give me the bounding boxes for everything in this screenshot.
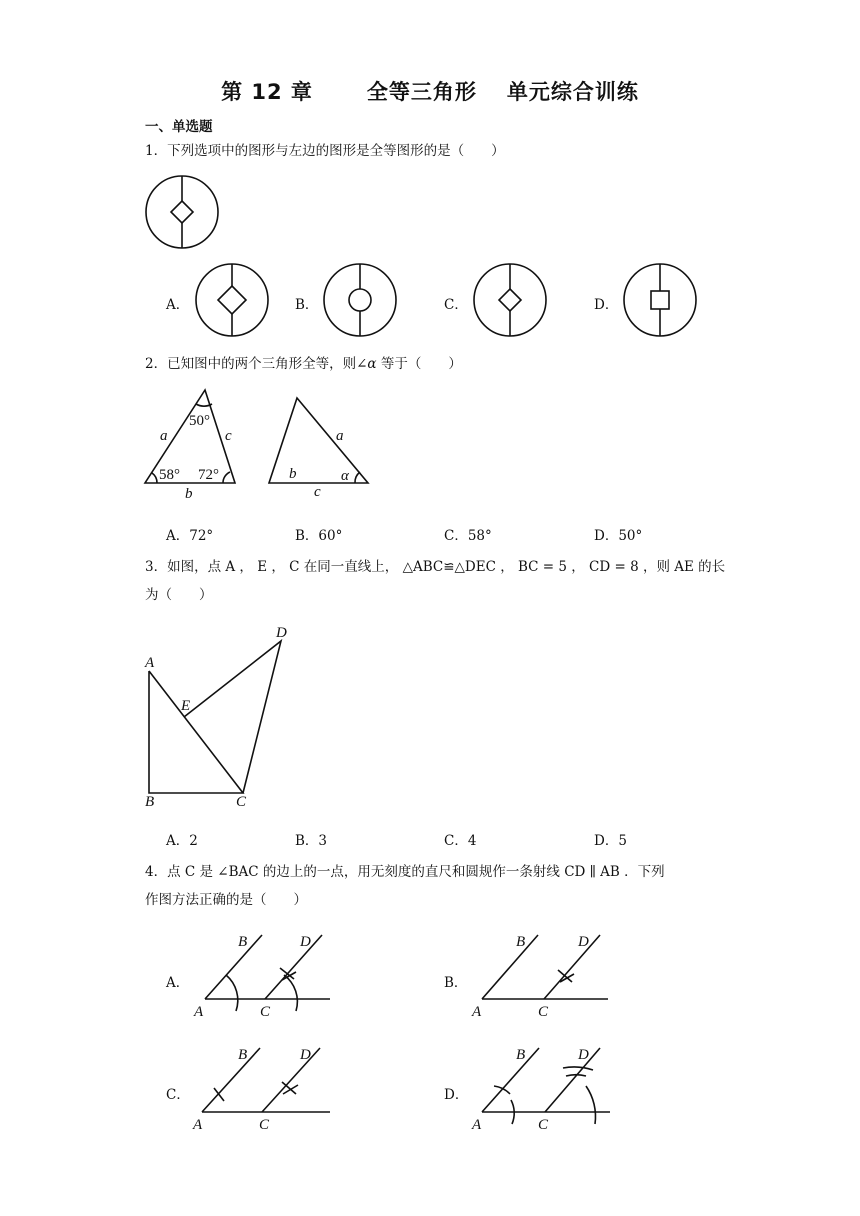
question-number: 2: [145, 356, 154, 372]
section-heading: 一、单选题: [145, 119, 213, 135]
q4c-label-b: B: [238, 1047, 248, 1063]
q3-option-c[interactable]: [444, 829, 476, 849]
q4d-label-a: A: [472, 1117, 482, 1133]
question-text-line1: ．如图，点 A ， E ， C 在同一直线上， △ABC≌△DEC ， BC = 5 ， CD = 8 ，则 AE 的长: [153, 559, 726, 575]
question-number: 4: [145, 864, 154, 880]
option-value: 60°: [318, 528, 343, 544]
option-value: 58°: [467, 528, 492, 544]
q3-label-d: D: [276, 625, 287, 641]
q2-label-c-right: c: [314, 484, 321, 500]
q4d-label-b: B: [516, 1047, 526, 1063]
q3-option-b[interactable]: [295, 829, 327, 849]
q1-reference-figure: [146, 176, 218, 248]
alpha-symbol: α: [367, 356, 377, 372]
option-value: 50°: [618, 528, 643, 544]
q1-option-b-figure[interactable]: [324, 264, 396, 336]
option-label: B．: [295, 528, 319, 544]
option-label: C．: [444, 833, 468, 849]
q1-option-b-label[interactable]: B．: [295, 297, 319, 313]
q4a-label-c: C: [260, 1004, 271, 1020]
q1-option-c-label[interactable]: C．: [444, 297, 468, 313]
q4-option-d-figure[interactable]: [482, 1048, 610, 1124]
q3-label-e: E: [181, 698, 191, 714]
title-topic: 全等三角形: [366, 80, 477, 104]
q2-label-c-left: c: [225, 428, 232, 444]
question-text-before: ．已知图中的两个三角形全等，则∠: [153, 356, 368, 372]
q3-option-a[interactable]: [166, 829, 198, 849]
q2-label-alpha: α: [341, 468, 349, 484]
q4-option-d-label[interactable]: D．: [444, 1087, 469, 1103]
question-text-line2: 为（ ）: [145, 587, 213, 603]
q2-option-b[interactable]: [295, 524, 342, 544]
q4-option-c-label[interactable]: C．: [166, 1087, 190, 1103]
option-value: 72°: [189, 528, 214, 544]
q4a-label-d: D: [300, 934, 311, 950]
q4a-label-a: A: [194, 1004, 204, 1020]
q2-angle-top: 50°: [189, 413, 210, 429]
q3-label-b: B: [145, 794, 155, 810]
option-value: 4: [467, 833, 477, 849]
q1-option-c-figure[interactable]: [474, 264, 546, 336]
option-value: 2: [189, 833, 198, 849]
q4-option-a-figure[interactable]: [205, 935, 330, 1011]
q2-option-c[interactable]: [444, 524, 492, 544]
q4b-label-a: A: [472, 1004, 482, 1020]
option-value: 3: [318, 833, 328, 849]
option-label: C．: [444, 528, 468, 544]
q2-right-triangle: [269, 398, 368, 483]
q3-option-d[interactable]: [594, 829, 627, 849]
q4-option-b-label[interactable]: B．: [444, 975, 468, 991]
question-3-stem: [145, 553, 725, 609]
q4b-label-b: B: [516, 934, 526, 950]
q1-option-d-figure[interactable]: [624, 264, 696, 336]
q2-label-a-left: a: [160, 428, 168, 444]
question-4-stem: [145, 858, 665, 914]
option-label: B．: [295, 833, 319, 849]
option-label: A．: [166, 833, 190, 849]
option-label: D．: [594, 528, 619, 544]
option-value: 5: [618, 833, 627, 849]
q1-option-a-label[interactable]: A．: [166, 297, 190, 313]
question-number: 3: [145, 559, 154, 575]
question-2-stem: [145, 350, 462, 378]
q4-option-a-label[interactable]: A．: [166, 975, 190, 991]
question-text-after: 等于（ ）: [376, 356, 462, 372]
q4a-label-b: B: [238, 934, 248, 950]
question-text-line1: ．点 C 是 ∠BAC 的边上的一点，用无刻度的直尺和圆规作一条射线 CD ∥ AB ．下列: [153, 864, 665, 880]
question-text-line2: 作图方法正确的是（ ）: [145, 892, 307, 908]
q4d-label-d: D: [578, 1047, 589, 1063]
q4c-label-a: A: [193, 1117, 203, 1133]
q2-label-a-right: a: [336, 428, 344, 444]
q2-label-b-right: b: [289, 466, 297, 482]
q4c-label-d: D: [300, 1047, 311, 1063]
q3-figure: [149, 641, 281, 793]
title-unit: 单元综合训练: [506, 80, 639, 104]
q3-label-a: A: [145, 655, 155, 671]
q4d-label-c: C: [538, 1117, 549, 1133]
option-label: A．: [166, 528, 190, 544]
q4-option-b-figure[interactable]: [482, 935, 608, 999]
question-number: 1: [145, 143, 154, 159]
title-chapter: 第 12 章: [221, 80, 313, 104]
q3-label-c: C: [236, 794, 247, 810]
q1-option-a-figure[interactable]: [196, 264, 268, 336]
q2-option-d[interactable]: [594, 524, 642, 544]
q1-option-d-label[interactable]: D．: [594, 297, 619, 313]
q2-option-a[interactable]: [166, 524, 213, 544]
q4c-label-c: C: [259, 1117, 270, 1133]
q2-angle-left: 58°: [159, 467, 180, 483]
q2-label-b-left: b: [185, 486, 193, 502]
option-label: D．: [594, 833, 619, 849]
q2-angle-right: 72°: [198, 467, 219, 483]
q4b-label-d: D: [578, 934, 589, 950]
question-text: ．下列选项中的图形与左边的图形是全等图形的是（ ）: [153, 143, 505, 159]
q4b-label-c: C: [538, 1004, 549, 1020]
